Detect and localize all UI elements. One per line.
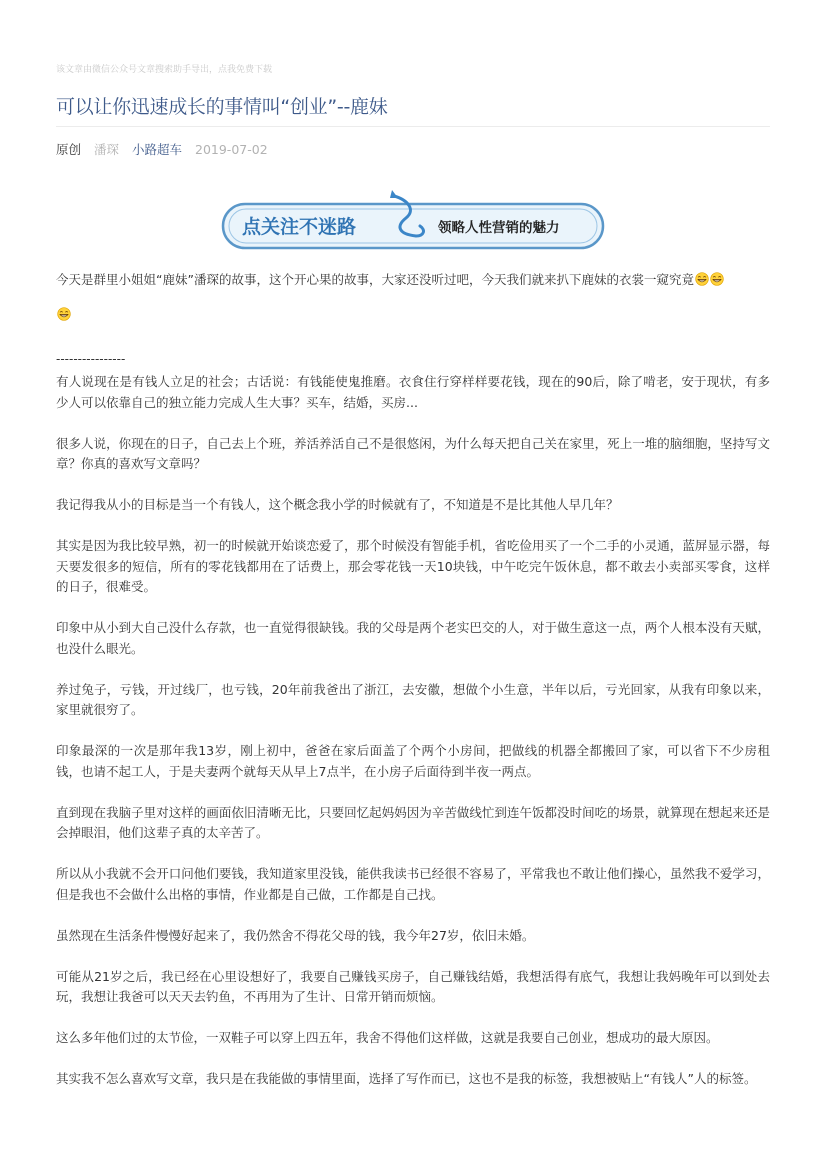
intro-text: 今天是群里小姐姐“鹿妹”潘琛的故事，这个开心果的故事，大家还没听过吧，今天我们就来扒下鹿妹的衣裳一窥究竟	[56, 272, 694, 287]
body-paragraph: 这么多年他们过的太节俭，一双鞋子可以穿上四五年，我舍不得他们这样做，这就是我要自己创业，想成功的最大原因。	[56, 1030, 719, 1045]
body-paragraph: 所以从小我就不会开口问他们要钱，我知道家里没钱，能供我读书已经很不容易了，平常我也不敢让他们操心，虽然我不爱学习，但是我也不会做什么出格的事情，作业都是自己做，工作都是自己找。	[56, 866, 770, 902]
intro-paragraph	[56, 270, 770, 290]
body-paragraph: 我记得我从小的目标是当一个有钱人，这个概念我小学的时候就有了，不知道是不是比其他人早几年？	[56, 497, 619, 512]
account-link[interactable]: 小路超车	[132, 142, 183, 157]
original-label: 原创	[56, 142, 82, 157]
body-paragraph: 印象中从小到大自己没什么存款，也一直觉得很缺钱。我的父母是两个老实巴交的人，对于做生意这一点，两个人根本没有天赋，也没什么眼光。	[56, 620, 770, 656]
follow-banner	[220, 186, 606, 252]
grin-emoji-icon	[695, 272, 709, 286]
body-paragraph: 虽然现在生活条件慢慢好起来了，我仍然舍不得花父母的钱，我今年27岁，依旧未婚。	[56, 927, 535, 943]
article-meta	[56, 140, 277, 158]
body-paragraph: 其实是因为我比较早熟，初一的时候就开始谈恋爱了，那个时候没有智能手机，省吃俭用买了一个二手的小灵通，蓝屏显示器，每天要发很多的短信，所有的零花钱都用在了话费上，那会零花钱一天10块钱，中午吃完午饭休息，都不敢去小卖部买零食，这样的日子，很难受。	[56, 538, 770, 594]
banner-right-text: 领略人性营销的魅力	[438, 220, 560, 236]
body-paragraph: 直到现在我脑子里对这样的画面依旧清晰无比，只要回忆起妈妈因为辛苦做线忙到连午饭都没时间吃的场景，就算现在想起来还是会掉眼泪，他们这辈子真的太辛苦了。	[56, 804, 770, 840]
body-paragraph: 其实我不怎么喜欢写文章，我只是在我能做的事情里面，选择了写作而已，这也不是我的标签，我想被贴上“有钱人”人的标签。	[56, 1071, 757, 1086]
article-body	[56, 372, 770, 1110]
article-title: 可以让你迅速成长的事情叫“创业”--鹿妹	[56, 96, 388, 118]
grin-emoji-icon	[710, 272, 724, 286]
export-note-link[interactable]: 该文章由微信公众号文章搜索助手导出，点我免费下载	[56, 65, 273, 75]
grin-emoji-icon	[57, 307, 71, 321]
body-paragraph: 养过兔子，亏钱，开过线厂，也亏钱，20年前我爸出了浙江，去安徽，想做个小生意，半年以后，亏光回家，从我有印象以来，家里就很穷了。	[56, 681, 770, 717]
emoji-line	[56, 304, 71, 320]
body-paragraph: 可能从21岁之后，我已经在心里设想好了，我要自己赚钱买房子，自己赚钱结婚，我想活得有底气，我想让我妈晚年可以到处去玩，我想让我爸可以天天去钓鱼，不再用为了生计、日常开销而烦恼。	[56, 968, 770, 1004]
body-paragraph: 印象最深的一次是那年我13岁，刚上初中，爸爸在家后面盖了个两个小房间，把做线的机器全都搬回了家，可以省下不少房租钱，也请不起工人，于是夫妻两个就每天从早上7点半，在小房子后面待到半夜一两点。	[56, 743, 770, 779]
dashed-divider: ----------------	[56, 352, 126, 366]
publish-date: 2019-07-02	[195, 142, 268, 157]
author-name: 潘琛	[94, 142, 120, 157]
body-paragraph: 有人说现在是有钱人立足的社会；古话说：有钱能使鬼推磨。衣食住行穿样样要花钱，现在的90后，除了啃老，安于现状，有多少人可以依靠自己的独立能力完成人生大事？买车，结婚，买房...	[56, 374, 770, 410]
banner-left-text: 点关注不迷路	[242, 216, 357, 238]
body-paragraph: 很多人说，你现在的日子，自己去上个班，养活养活自己不是很悠闲，为什么每天把自己关在家里，死上一堆的脑细胞，坚持写文章？你真的喜欢写文章吗？	[56, 435, 770, 471]
title-divider	[56, 126, 770, 127]
